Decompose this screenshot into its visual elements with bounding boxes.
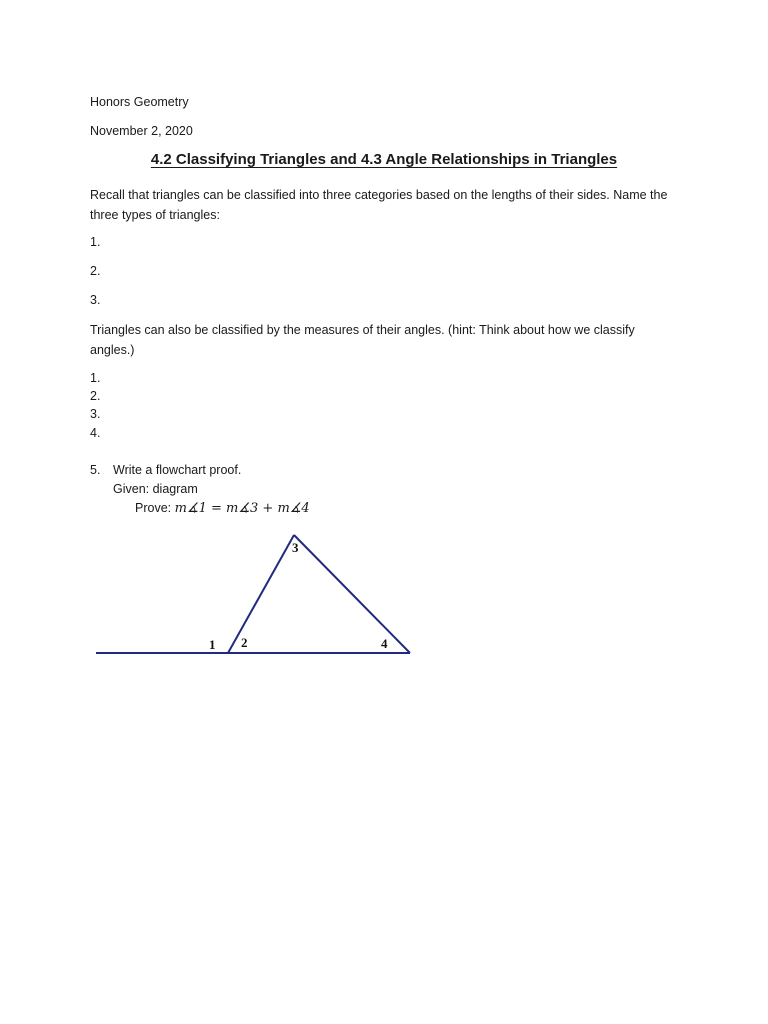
angles-item-3: 3.: [90, 407, 101, 421]
course-name: Honors Geometry: [90, 95, 189, 109]
angle-label-3: 3: [292, 540, 299, 555]
worksheet-title: 4.2 Classifying Triangles and 4.3 Angle Relationships in Triangles: [150, 151, 618, 168]
angle-label-4: 4: [381, 636, 388, 651]
question-given: Given: diagram: [113, 482, 198, 496]
question-number: 5.: [90, 463, 101, 477]
prove-expression: m∡1 = m∡3 + m∡4: [174, 501, 310, 516]
sides-item-1: 1.: [90, 235, 101, 249]
worksheet-date: November 2, 2020: [90, 124, 193, 138]
angle-label-1: 1: [209, 637, 216, 652]
angles-prompt: Triangles can also be classified by the measures of their angles. (hint: Think about how we classify angles.): [90, 323, 635, 357]
angles-item-2: 2.: [90, 389, 101, 403]
sides-item-2: 2.: [90, 264, 101, 278]
angle-label-2: 2: [241, 635, 248, 650]
triangle-right-side: [294, 535, 410, 653]
angles-item-1: 1.: [90, 371, 101, 385]
question-instruction: Write a flowchart proof.: [113, 463, 242, 477]
prove-label: Prove:: [135, 501, 172, 515]
sides-item-3: 3.: [90, 293, 101, 307]
angles-item-4: 4.: [90, 426, 101, 440]
triangle-left-side: [228, 535, 294, 653]
sides-prompt: Recall that triangles can be classified into three categories based on the lengths of their sides. Name the three types of triangles:: [90, 188, 668, 222]
